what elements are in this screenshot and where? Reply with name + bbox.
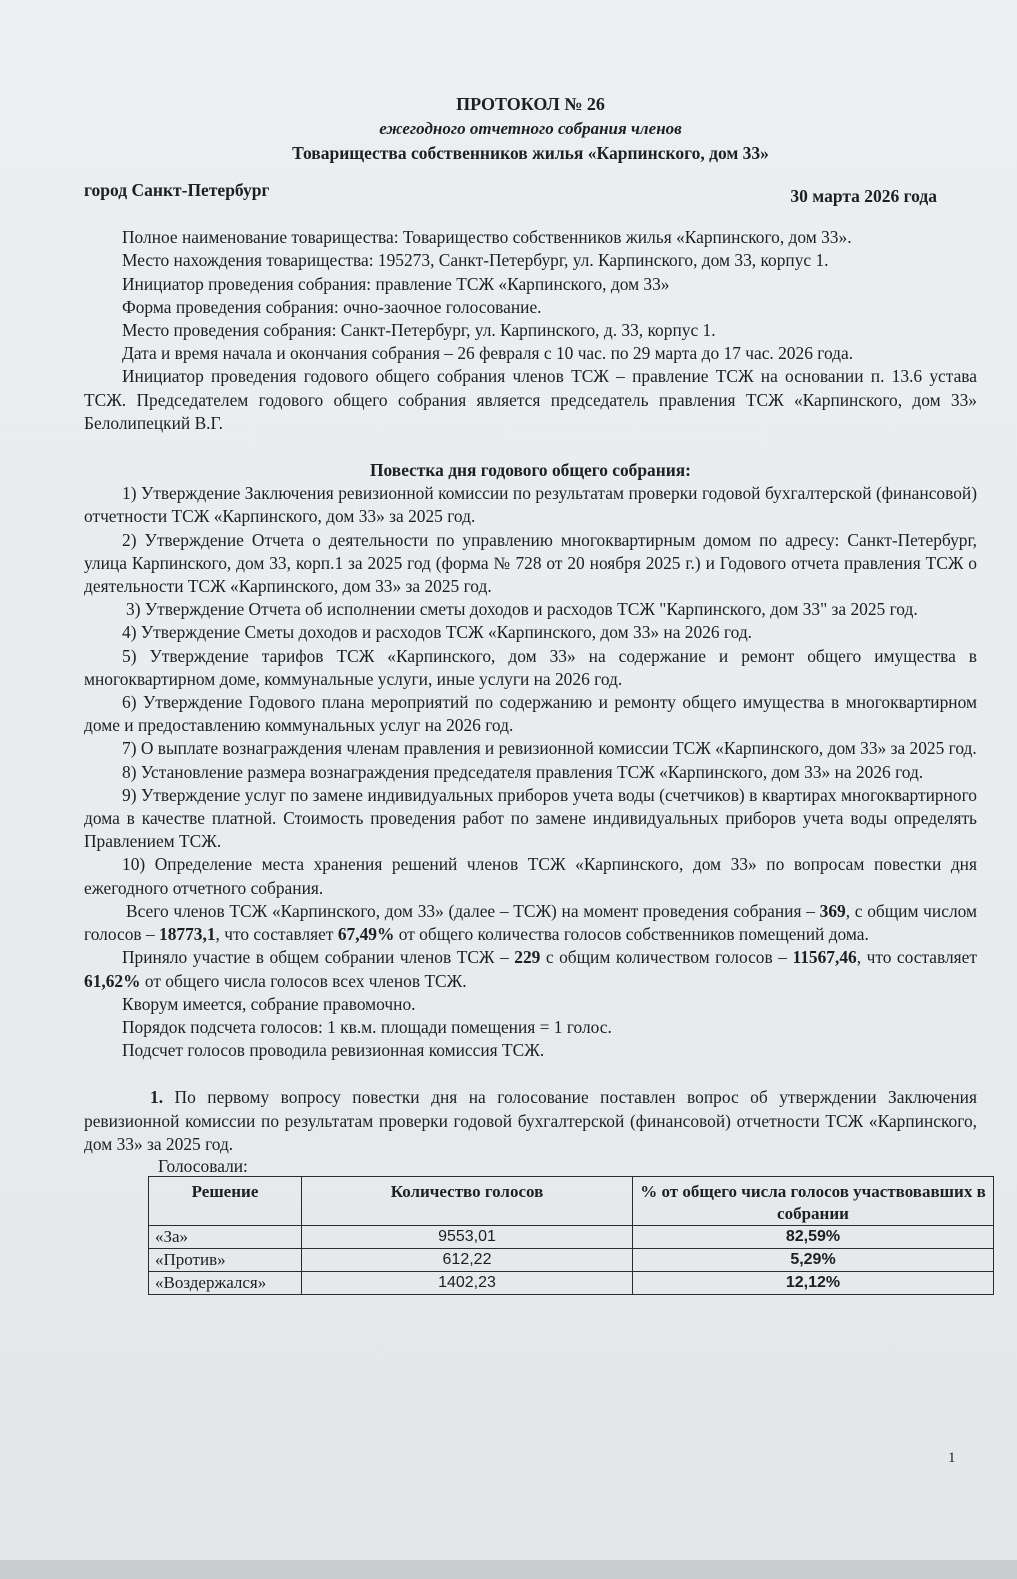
counting-line: Порядок подсчета голосов: 1 кв.м. площади помещения = 1 голос.: [122, 1016, 612, 1037]
table-row: [149, 1225, 994, 1248]
protocol-subtitle: ежегодного отчетного собрания членов: [379, 119, 682, 138]
agenda-item: 2) Утверждение Отчета о деятельности по управлению многоквартирным домом по адресу: Санкт-Петербург, улица Карпинского, дом 33, корп.1 за 2025 год (форма № 728 от 20 ноября 2025 г.) и Годового отчета правления ТСЖ о деятельности ТСЖ «Карпинского, дом 33» за 2025 год.: [84, 529, 977, 597]
info-line: Место нахождения товарищества: 195273, Санкт-Петербург, ул. Карпинского, дом 33, корпус 1.: [122, 250, 829, 271]
voted-label: Голосовали:: [158, 1155, 248, 1176]
question-1: 1. По первому вопросу повестки дня на голосование поставлен вопрос об утверждении Заключения ревизионной комиссии по результатам проверки годовой бухгалтерской (финансовой) отчетности ТСЖ «Карпинского, дом 33» за 2025 год.: [84, 1087, 977, 1154]
header-decision: Решение: [149, 1176, 302, 1225]
agenda-list: [84, 482, 977, 900]
participants-count: 229: [514, 947, 541, 968]
table-header-row: [149, 1176, 994, 1225]
info-line: Место проведения собрания: Санкт-Петербург, ул. Карпинского, д. 33, корпус 1.: [122, 320, 716, 341]
agenda-item: 5) Утверждение тарифов ТСЖ «Карпинского, дом 33» на содержание и ремонт общего имущества в многоквартирном доме, коммунальные услуги, иные услуги на 2026 год.: [84, 645, 977, 689]
agenda-item: 10) Определение места хранения решений членов ТСЖ «Карпинского, дом 33» по вопросам повестки дня ежегодного отчетного собрания.: [84, 854, 977, 898]
percent-cell: 12,12%: [633, 1271, 994, 1294]
table-row: [149, 1271, 994, 1294]
agenda-item: 6) Утверждение Годового плана мероприятий по содержанию и ремонту общего имущества в многоквартирном доме и предоставлению коммунальных услуг на 2026 год.: [84, 692, 977, 736]
participants-votes: 11567,46: [792, 947, 857, 968]
percent-cell: 82,59%: [633, 1225, 994, 1248]
decision-cell: «За»: [149, 1225, 302, 1248]
members-percent: 67,49%: [337, 924, 395, 945]
table-row: [149, 1248, 994, 1271]
percent-cell: 5,29%: [633, 1248, 994, 1271]
members-count: 369: [819, 900, 846, 921]
agenda-item: 8) Установление размера вознаграждения председателя правления ТСЖ «Карпинского, дом 33» на 2026 год.: [122, 761, 924, 782]
decision-cell: «Воздержался»: [149, 1271, 302, 1294]
agenda-item: 3) Утверждение Отчета об исполнении сметы доходов и расходов ТСЖ "Карпинского, дом 33" за 2025 год.: [126, 599, 918, 620]
votes-cell: 9553,01: [302, 1225, 633, 1248]
protocol-title: ПРОТОКОЛ № 26: [456, 94, 605, 114]
info-line: Дата и время начала и окончания собрания – 26 февраля с 10 час. по 29 марта до 17 час. 2026 года.: [122, 343, 854, 364]
stats-block: [84, 900, 977, 1062]
quorum-line: Кворум имеется, собрание правомочно.: [122, 993, 416, 1014]
city: город Санкт-Петербург: [84, 180, 270, 200]
votes-cell: 612,22: [302, 1248, 633, 1271]
agenda-item: 1) Утверждение Заключения ревизионной комиссии по результатам проверки годовой бухгалтерской (финансовой) отчетности ТСЖ «Карпинского, дом 33» за 2025 год.: [84, 483, 977, 527]
place-date-row: [84, 179, 977, 208]
agenda-item: 4) Утверждение Сметы доходов и расходов ТСЖ «Карпинского, дом 33» на 2026 год.: [122, 622, 753, 643]
members-votes: 18773,1: [159, 924, 216, 945]
info-line: Форма проведения собрания: очно-заочное голосование.: [122, 296, 542, 317]
agenda-item: 9) Утверждение услуг по замене индивидуальных приборов учета воды (счетчиков) в квартирах многоквартирного дома в качестве платной. Стоимость проведения работ по замене индивидуальных приборов учета воды определять Правлением ТСЖ.: [84, 784, 977, 852]
votes-cell: 1402,23: [302, 1271, 633, 1294]
info-block: [84, 226, 977, 435]
agenda-item: 7) О выплате вознаграждения членам правления и ревизионной комиссии ТСЖ «Карпинского, дом 33» за 2025 год.: [122, 738, 977, 759]
question-number: 1.: [150, 1087, 164, 1108]
document-date: 30 марта 2026 года: [790, 186, 937, 206]
votes-table: [148, 1176, 994, 1295]
participation-statement: Приняло участие в общем собрании членов ТСЖ – 229 с общим количеством голосов – 11567,46, что составляет 61,62% от общего числа голосов всех членов ТСЖ.: [84, 947, 977, 991]
info-line: Инициатор проведения собрания: правление ТСЖ «Карпинского, дом 33»: [122, 273, 670, 294]
info-line: Полное наименование товарищества: Товарищество собственников жилья «Карпинского, дом 33».: [122, 227, 852, 248]
organization-name: Товарищества собственников жилья «Карпинского, дом 33»: [292, 143, 769, 163]
header-votes: Количество голосов: [302, 1176, 633, 1225]
document-content: [84, 92, 986, 1295]
info-line: Инициатор проведения годового общего собрания членов ТСЖ – правление ТСЖ на основании п. 13.6 устава ТСЖ. Председателем годового общего собрания является председатель правления ТСЖ «Карпинского, дом 33» Белолипецкий В.Г.: [84, 366, 977, 433]
page-bottom-edge: [0, 1560, 1017, 1579]
agenda-title: Повестка дня годового общего собрания:: [370, 460, 691, 481]
members-statement: Всего членов ТСЖ «Карпинского, дом 33» (далее – ТСЖ) на момент проведения собрания – 369, с общим числом голосов – 18773,1, что составляет 67,49% от общего количества голосов собственников помещений дома.: [84, 900, 977, 945]
counted-by-line: Подсчет голосов проводила ревизионная комиссия ТСЖ.: [122, 1040, 545, 1061]
participants-percent: 61,62%: [84, 970, 141, 991]
page-number: 1: [948, 1450, 956, 1466]
header-percent: % от общего числа голосов участвовавших в собрании: [633, 1176, 994, 1225]
decision-cell: «Против»: [149, 1248, 302, 1271]
